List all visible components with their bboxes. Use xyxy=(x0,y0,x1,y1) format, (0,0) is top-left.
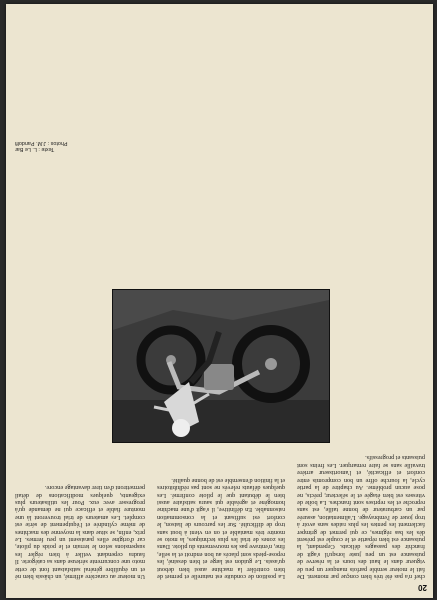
text-credit: Texte : L. Le Bar xyxy=(15,146,55,152)
photo-credits xyxy=(15,139,117,152)
page-number: 20 xyxy=(418,583,427,592)
column-text: La position de conduite est naturelle et permet de bien contrôler la machine aussi bien debout qu'assis. Le guidon est large et bien dessiné, les repose-pieds sont placés au bon endroit et la selle, fine, n'entrave pas les mouvements du pilote. Dans les zones de trial les plus techniques, la moto se montre très maniable et on en vient à bout sans trop de difficulté. Sur les parcours de liaison, le confort est suffisant et la consommation raisonnable. En définitive, il s'agit d'une machine homogène et agréable qui saura satisfaire aussi bien le débutant que le pilote confirmé. Les quelques défauts relevés ne sont pas rédhibitoires et la finition d'ensemble est de bonne qualité. xyxy=(157,476,285,580)
magazine-page xyxy=(6,4,433,598)
photo-credit: Photos : J.M. Pandolfi xyxy=(15,139,68,146)
motorcycle-image xyxy=(113,290,329,442)
text-column-middle xyxy=(157,444,285,580)
column-text: Un moteur au caractère affirmé, un châssis bien né et un équilibre général satisfaisant font de cette moto une concurrente sérieuse dans sa catégorie. Il faudra cependant veiller à bien régler les suspensions selon le terrain et le poids du pilote, car d'origine elles paraissent un peu fermes. Le prix, enfin, se situe dans la moyenne des machines de même cylindrée et l'équipement de série est complet. Les amateurs de trial trouveront là une monture fiable et efficace qui ne demande qu'à progresser avec eux. Pour les utilisateurs plus exigeants, quelques modifications de détail permettront d'en tirer davantage encore. xyxy=(15,484,145,580)
column-text: chef n'a pas été très bien conçue par moment. De fait le moteur semble parfois manquer un peu de vigueur dans le haut des tours et la réserve de puissance est un peu juste lorsqu'il s'agit de franchir des passages délicats. Cependant, la puissance est bien répartie et le couple est présent dès les bas régimes, ce qui permet de grimper facilement les pentes les plus raides sans avoir à trop jouer de l'embrayage. L'alimentation, assurée par un carburateur de bonne taille, est sans reproche et les reprises sont franches. La boîte de vitesses est bien étagée et le sélecteur, précis, ne pose aucun problème. Au chapitre de la partie cycle, la fourche offre un bon compromis entre confort et efficacité, et l'amortisseur arrière travaille sans se faire remarquer. Les freins sont puissants et progressifs. xyxy=(297,454,425,580)
trial-bike-photo xyxy=(112,289,330,443)
